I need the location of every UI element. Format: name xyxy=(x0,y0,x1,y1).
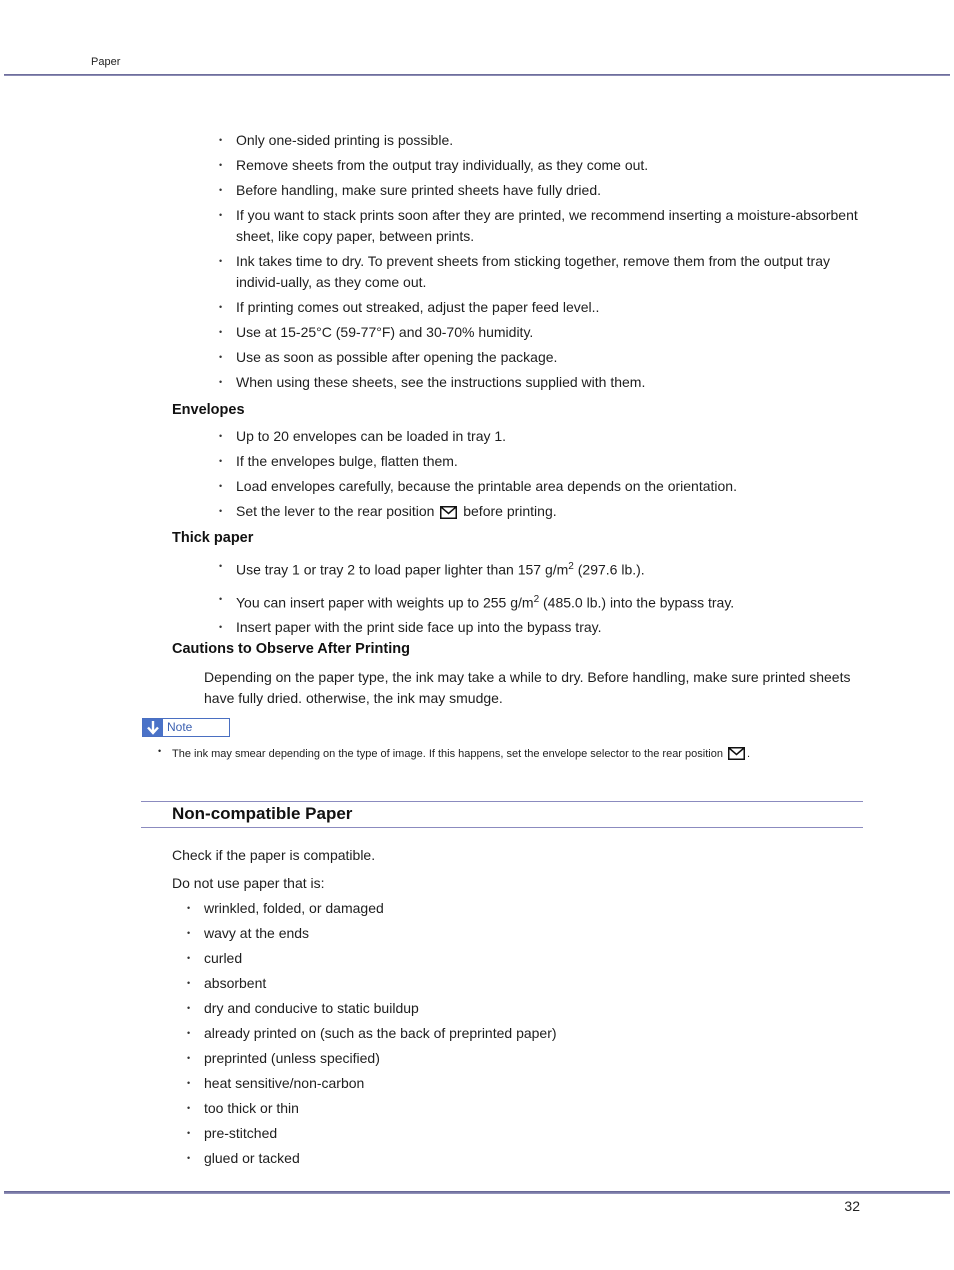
section-heading-bar xyxy=(141,801,863,828)
cautions-heading: Cautions to Observe After Printing xyxy=(172,641,410,657)
list-item: • glued or tacked xyxy=(186,1148,786,1169)
envelopes-heading: Envelopes xyxy=(172,402,245,418)
list-item: • Load envelopes carefully, because the printable area depends on the orientation. xyxy=(218,476,866,497)
list-item: • Use at 15-25°C (59-77°F) and 30-70% humidity. xyxy=(218,322,866,343)
paper-tips-list xyxy=(218,130,866,397)
envelopes-list xyxy=(218,426,866,529)
thick-item-text: Use tray 1 or tray 2 to load paper lighter than 157 g/m xyxy=(236,561,569,578)
lever-text-after: before printing. xyxy=(463,503,557,519)
list-item xyxy=(218,556,866,581)
list-item: • wrinkled, folded, or damaged xyxy=(186,898,786,919)
list-item: • Insert paper with the print side face up into the bypass tray. xyxy=(218,617,866,638)
list-item: • Remove sheets from the output tray individually, as they come out. xyxy=(218,155,866,176)
list-item: • If you want to stack prints soon after they are printed, we recommend inserting a moisture-absorbent sheet, like copy paper, between prints. xyxy=(218,205,866,247)
list-item: • heat sensitive/non-carbon xyxy=(186,1073,786,1094)
list-item: • Use as soon as possible after opening the package. xyxy=(218,347,866,368)
list-item: • preprinted (unless specified) xyxy=(186,1048,786,1069)
list-item xyxy=(218,501,866,525)
non-compatible-list xyxy=(186,898,786,1173)
list-item: • Up to 20 envelopes can be loaded in tray 1. xyxy=(218,426,866,447)
list-item: • If the envelopes bulge, flatten them. xyxy=(218,451,866,472)
superscript: 2 xyxy=(568,561,574,572)
thick-item-text: (297.6 lb.). xyxy=(573,561,645,578)
thick-paper-heading: Thick paper xyxy=(172,530,254,546)
list-item xyxy=(218,589,866,614)
envelope-icon xyxy=(728,747,745,763)
list-item: • When using these sheets, see the instructions supplied with them. xyxy=(218,372,866,393)
list-item: • too thick or thin xyxy=(186,1098,786,1119)
note-badge xyxy=(142,718,230,737)
list-item: • absorbent xyxy=(186,973,786,994)
running-header: Paper xyxy=(91,56,121,68)
superscript: 2 xyxy=(533,593,540,605)
section-intro-1: Check if the paper is compatible. xyxy=(172,847,376,863)
note-bullet: • xyxy=(158,746,162,756)
list-item: • If printing comes out streaked, adjust the paper feed level.. xyxy=(218,297,866,318)
list-item: • wavy at the ends xyxy=(186,923,786,944)
lever-text-before: Set the lever to the rear position xyxy=(236,503,435,519)
list-item: • curled xyxy=(186,948,786,969)
thick-paper-list xyxy=(218,556,866,642)
envelope-icon xyxy=(440,504,457,525)
header-rule xyxy=(4,74,950,76)
footer-rule xyxy=(4,1191,950,1194)
thick-item-text: (485.0 lb.) into the bypass tray. xyxy=(539,594,735,611)
list-item: • pre-stitched xyxy=(186,1123,786,1144)
down-arrow-icon xyxy=(143,719,163,736)
note-label: Note xyxy=(167,720,193,734)
page-number: 32 xyxy=(844,1198,860,1214)
note-text: The ink may smear depending on the type of image. If this happens, set the envelope selector to the rear position xyxy=(172,748,723,760)
cautions-paragraph: Depending on the paper type, the ink may take a while to dry. Before handling, make sure printed sheets have fully dried. otherwise, the ink may smudge. xyxy=(204,669,851,706)
list-item: • Before handling, make sure printed sheets have fully dried. xyxy=(218,180,866,201)
section-intro-2: Do not use paper that is: xyxy=(172,875,325,891)
list-item: • already printed on (such as the back of preprinted paper) xyxy=(186,1023,786,1044)
note-text-end: . xyxy=(747,748,751,760)
list-item: • Ink takes time to dry. To prevent sheets from sticking together, remove them from the output tray individ-ually, as they come out. xyxy=(218,251,866,293)
thick-item-text: You can insert paper with weights up to 255 g/m xyxy=(236,594,534,611)
list-item: • Only one-sided printing is possible. xyxy=(218,130,866,151)
section-title: Non-compatible Paper xyxy=(172,804,353,823)
list-item: • dry and conducive to static buildup xyxy=(186,998,786,1019)
